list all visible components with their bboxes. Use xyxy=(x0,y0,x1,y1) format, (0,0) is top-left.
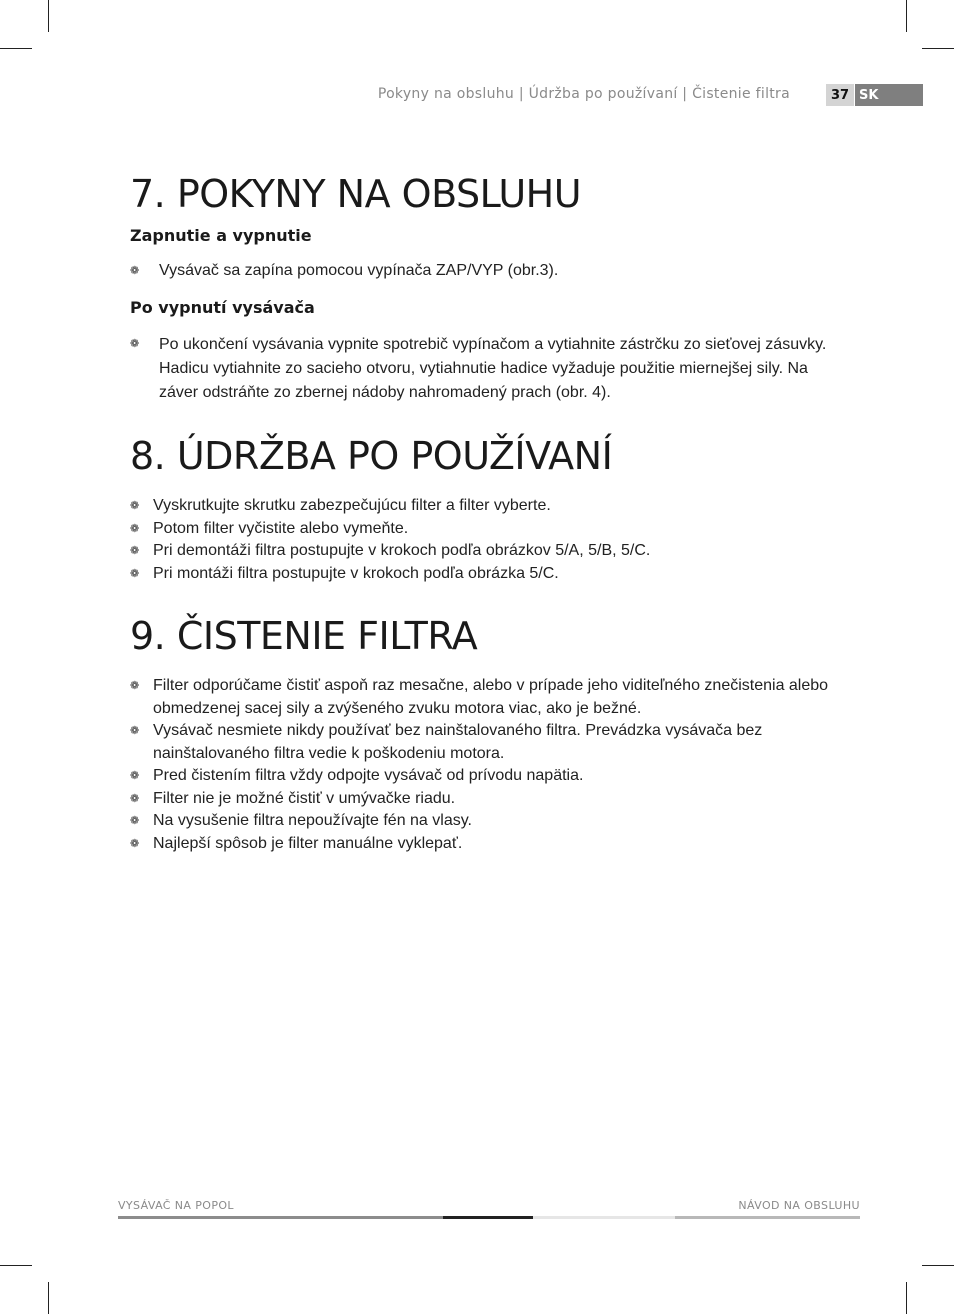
list-item: ❁ Pred čistením filtra vždy odpojte vysávač od prívodu napätia. xyxy=(130,767,584,784)
flower-bullet-icon: ❁ xyxy=(130,792,140,805)
crop-mark xyxy=(0,48,32,49)
footer-manual-name: NÁVOD NA OBSLUHU xyxy=(738,1199,860,1212)
footer-product-name: VYSÁVAČ NA POPOL xyxy=(118,1199,234,1212)
bullet-list-zapnutie xyxy=(130,260,849,283)
list-item: ❁ Pri demontáži filtra postupujte v krokoch podľa obrázkov 5/A, 5/B, 5/C. xyxy=(130,542,651,559)
bullet-list-cistenie xyxy=(130,675,843,855)
crop-mark xyxy=(906,1282,907,1314)
bullet-list-udrzba xyxy=(130,495,843,585)
page-number: 37 xyxy=(826,84,854,106)
footer-bar-segment xyxy=(533,1216,675,1219)
list-item: ❁ Filter odporúčame čistiť aspoň raz mesačne, alebo v prípade jeho viditeľného znečistenia alebo obmedzenej sacej sily a zvýšeného zvuku motora viac, ako je bežné. xyxy=(130,677,829,717)
section-8-title: 8. ÚDRŽBA PO POUŽÍVANÍ xyxy=(130,434,613,478)
section-9-title: 9. ČISTENIE FILTRA xyxy=(130,614,478,658)
bullet-list-po-vypnuti xyxy=(130,333,849,405)
section-7-title: 7. POKYNY NA OBSLUHU xyxy=(130,172,582,216)
crop-mark xyxy=(906,0,907,32)
list-item: ❁ Na vysušenie filtra nepoužívajte fén na vlasy. xyxy=(130,812,472,829)
crop-mark xyxy=(922,48,954,49)
crop-mark xyxy=(0,1265,32,1266)
flower-bullet-icon: ❁ xyxy=(130,680,140,692)
footer-bar-segment xyxy=(118,1216,443,1219)
flower-bullet-icon: ❁ xyxy=(130,770,140,782)
list-item: ❁ Vysávač nesmiete nikdy používať bez nainštalovaného filtra. Prevádzka vysávača bez nainštalovaného filtra vedie k poškodeniu motora. xyxy=(130,722,763,762)
flower-bullet-icon: ❁ xyxy=(130,338,140,350)
footer-bar-segment xyxy=(675,1216,860,1219)
flower-bullet-icon: ❁ xyxy=(130,500,140,512)
list-item: ❁ Pri montáži filtra postupujte v krokoch podľa obrázka 5/C. xyxy=(130,564,559,582)
flower-bullet-icon: ❁ xyxy=(130,567,140,580)
flower-bullet-icon: ❁ xyxy=(130,815,140,827)
subheading-po-vypnuti: Po vypnutí vysávača xyxy=(130,298,315,317)
list-item: ❁ Vyskrutkujte skrutku zabezpečujúcu filter a filter vyberte. xyxy=(130,497,551,514)
crop-mark xyxy=(48,1282,49,1314)
crop-mark xyxy=(48,0,49,32)
list-item: ❁ Potom filter vyčistite alebo vymeňte. xyxy=(130,519,409,537)
list-item: ❁ Najlepší spôsob je filter manuálne vyklepať. xyxy=(130,834,463,852)
language-tag: SK xyxy=(855,84,923,106)
flower-bullet-icon: ❁ xyxy=(130,545,140,557)
running-header: Pokyny na obsluhu | Údržba po používaní | Čistenie filtra xyxy=(377,86,790,102)
footer-bar-segment xyxy=(443,1216,533,1219)
list-item: ❁ Filter nie je možné čistiť v umývačke riadu. xyxy=(130,789,456,807)
crop-mark xyxy=(922,1265,954,1266)
subheading-zapnutie: Zapnutie a vypnutie xyxy=(130,226,312,245)
flower-bullet-icon: ❁ xyxy=(130,725,140,737)
flower-bullet-icon: ❁ xyxy=(130,837,140,850)
list-item: ❁ Vysávač sa zapína pomocou vypínača ZAP/VYP (obr.3). xyxy=(130,262,559,279)
flower-bullet-icon: ❁ xyxy=(130,265,140,277)
list-item: ❁ Po ukončení vysávania vypnite spotrebič vypínačom a vytiahnite zástrčku zo sieťovej zásuvky. Hadicu vytiahnite zo sacieho otvoru, vytiahnutie hadice vyžaduje použitie miernejšej sily. Na záver odstráňte zo zbernej nádoby nahromadený prach (obr. 4). xyxy=(130,336,827,401)
flower-bullet-icon: ❁ xyxy=(130,522,140,535)
